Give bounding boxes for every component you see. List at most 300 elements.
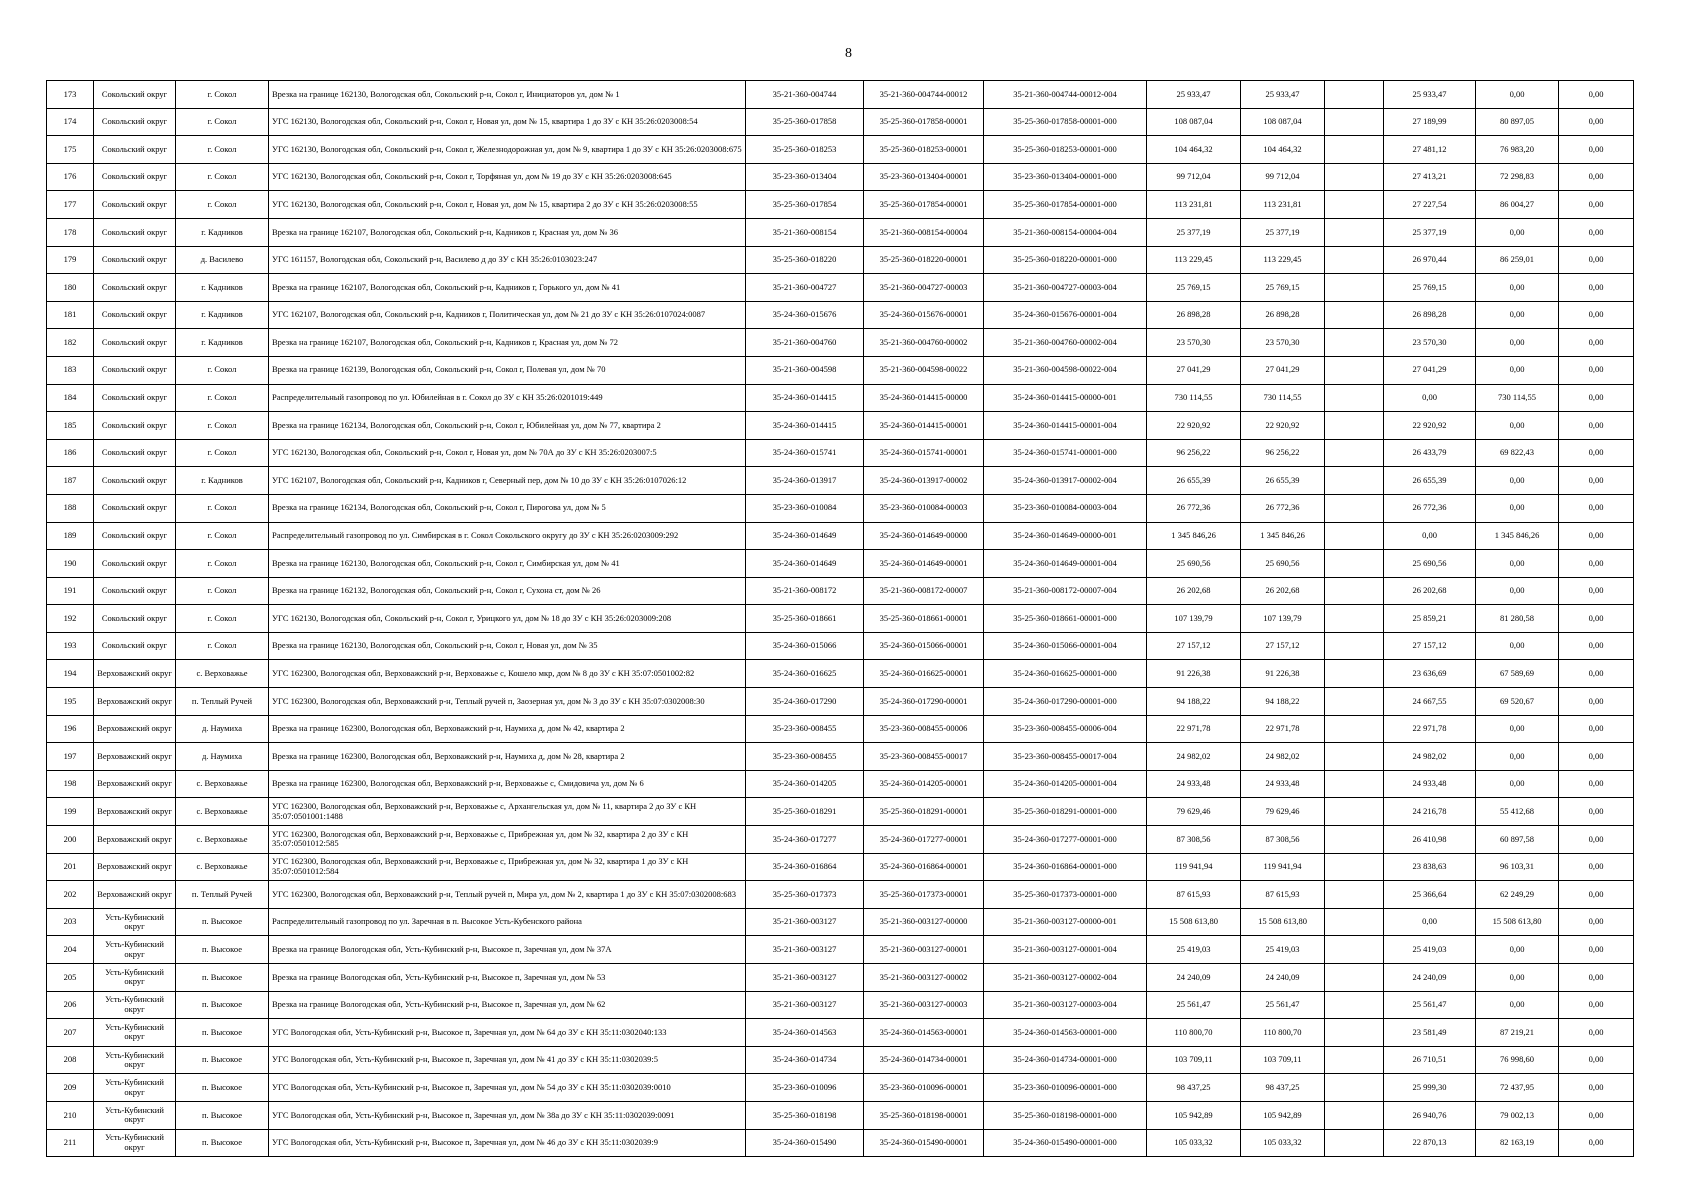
cost-part-2-cell: 0,00 [1476,218,1559,246]
cost-part-3-cell: 0,00 [1559,522,1634,550]
object-full-code-cell: 35-21-360-008154-00004-004 [984,218,1147,246]
object-code-cell: 35-25-360-017373 [746,881,864,909]
cost-part-3-cell: 0,00 [1559,356,1634,384]
cost-part-2-cell: 0,00 [1476,936,1559,964]
row-number-cell: 187 [47,467,94,495]
object-code-cell: 35-24-360-014649 [746,550,864,578]
cost-part-1-cell: 26 772,36 [1384,494,1476,522]
cost-part-2-cell: 0,00 [1476,467,1559,495]
object-subcode-cell: 35-21-360-003127-00000 [864,908,984,936]
cost-part-3-cell: 0,00 [1559,439,1634,467]
cost-total-2-cell: 91 226,38 [1241,660,1325,688]
object-full-code-cell: 35-21-360-003127-00002-004 [984,964,1147,992]
total-cost-cell: 113 231,81 [1147,191,1241,219]
object-code-cell: 35-25-360-018291 [746,798,864,826]
district-cell: Сокольский округ [94,108,176,136]
cost-total-2-cell: 26 898,28 [1241,301,1325,329]
district-cell: Верховажский округ [94,660,176,688]
object-code-cell: 35-23-360-010084 [746,494,864,522]
cost-total-2-cell: 22 920,92 [1241,412,1325,440]
district-cell: Усть-Кубинский округ [94,908,176,936]
table-row [47,136,1634,164]
empty-cell-cell [1325,1074,1384,1102]
settlement-cell: г. Сокол [176,632,269,660]
total-cost-cell: 22 971,78 [1147,715,1241,743]
object-code-cell: 35-24-360-017290 [746,688,864,716]
object-subcode-cell: 35-24-360-014649-00001 [864,550,984,578]
empty-cell-cell [1325,191,1384,219]
table-row [47,770,1634,798]
table-row [47,329,1634,357]
district-cell: Усть-Кубинский округ [94,964,176,992]
row-number-cell: 191 [47,577,94,605]
object-code-cell: 35-24-360-017277 [746,826,864,854]
total-cost-cell: 105 033,32 [1147,1129,1241,1157]
cost-part-3-cell: 0,00 [1559,660,1634,688]
empty-cell-cell [1325,991,1384,1019]
object-code-cell: 35-24-360-015676 [746,301,864,329]
table-row [47,688,1634,716]
total-cost-cell: 25 419,03 [1147,936,1241,964]
object-description-cell: УГС 162300, Вологодская обл, Верховажский р-н, Теплый ручей п, Заозерная ул, дом № 3 до ЗУ с КН 35:07:0302008:30 [269,688,746,716]
cost-total-2-cell: 26 202,68 [1241,577,1325,605]
object-full-code-cell: 35-24-360-014649-00000-001 [984,522,1147,550]
object-subcode-cell: 35-25-360-018220-00001 [864,246,984,274]
object-code-cell: 35-25-360-018198 [746,1101,864,1129]
empty-cell-cell [1325,301,1384,329]
cost-part-2-cell: 0,00 [1476,81,1559,109]
empty-cell-cell [1325,494,1384,522]
object-description-cell: Врезка на границе 162134, Вологодская обл, Сокольский р-н, Сокол г, Пирогова ул, дом № 5 [269,494,746,522]
cost-part-1-cell: 22 870,13 [1384,1129,1476,1157]
table-row [47,632,1634,660]
table-row [47,356,1634,384]
cost-part-3-cell: 0,00 [1559,964,1634,992]
cost-part-1-cell: 27 227,54 [1384,191,1476,219]
object-full-code-cell: 35-25-360-018220-00001-000 [984,246,1147,274]
settlement-cell: с. Верховажье [176,798,269,826]
cost-total-2-cell: 24 240,09 [1241,964,1325,992]
total-cost-cell: 103 709,11 [1147,1046,1241,1074]
cost-part-3-cell: 0,00 [1559,1019,1634,1047]
object-description-cell: Врезка на границе 162107, Вологодская обл, Сокольский р-н, Кадников г, Красная ул, дом № 36 [269,218,746,246]
object-code-cell: 35-21-360-004744 [746,81,864,109]
cost-part-2-cell: 1 345 846,26 [1476,522,1559,550]
cost-total-2-cell: 108 087,04 [1241,108,1325,136]
cost-total-2-cell: 25 769,15 [1241,274,1325,302]
district-cell: Верховажский округ [94,798,176,826]
settlement-cell: п. Высокое [176,1074,269,1102]
cost-part-1-cell: 22 971,78 [1384,715,1476,743]
row-number-cell: 181 [47,301,94,329]
object-full-code-cell: 35-23-360-008455-00006-004 [984,715,1147,743]
settlement-cell: с. Верховажье [176,660,269,688]
cost-part-1-cell: 26 410,98 [1384,826,1476,854]
object-code-cell: 35-23-360-008455 [746,743,864,771]
cost-part-3-cell: 0,00 [1559,81,1634,109]
cost-part-1-cell: 27 041,29 [1384,356,1476,384]
settlement-cell: с. Верховажье [176,826,269,854]
total-cost-cell: 110 800,70 [1147,1019,1241,1047]
cost-part-2-cell: 87 219,21 [1476,1019,1559,1047]
object-description-cell: Врезка на границе 162130, Вологодская обл, Сокольский р-н, Сокол г, Новая ул, дом № 35 [269,632,746,660]
object-description-cell: УГС 162107, Вологодская обл, Сокольский р-н, Кадников г, Северный пер, дом № 10 до ЗУ с КН 35:26:0107026:12 [269,467,746,495]
object-full-code-cell: 35-21-360-004727-00003-004 [984,274,1147,302]
cost-part-3-cell: 0,00 [1559,1101,1634,1129]
cost-part-3-cell: 0,00 [1559,936,1634,964]
total-cost-cell: 1 345 846,26 [1147,522,1241,550]
district-cell: Сокольский округ [94,301,176,329]
table-row [47,826,1634,854]
district-cell: Верховажский округ [94,743,176,771]
empty-cell-cell [1325,218,1384,246]
row-number-cell: 210 [47,1101,94,1129]
object-code-cell: 35-21-360-003127 [746,936,864,964]
object-description-cell: Врезка на границе 162132, Вологодская обл, Сокольский р-н, Сокол г, Сухона ст, дом № 26 [269,577,746,605]
object-full-code-cell: 35-23-360-013404-00001-000 [984,163,1147,191]
object-code-cell: 35-25-360-018253 [746,136,864,164]
cost-part-1-cell: 24 216,78 [1384,798,1476,826]
cost-part-1-cell: 26 940,76 [1384,1101,1476,1129]
cost-part-2-cell: 730 114,55 [1476,384,1559,412]
district-cell: Сокольский округ [94,81,176,109]
cost-part-3-cell: 0,00 [1559,853,1634,881]
district-cell: Сокольский округ [94,467,176,495]
object-full-code-cell: 35-21-360-004760-00002-004 [984,329,1147,357]
cost-total-2-cell: 730 114,55 [1241,384,1325,412]
object-code-cell: 35-24-360-014415 [746,412,864,440]
settlement-cell: г. Сокол [176,605,269,633]
row-number-cell: 207 [47,1019,94,1047]
cost-part-3-cell: 0,00 [1559,1074,1634,1102]
cost-part-3-cell: 0,00 [1559,798,1634,826]
object-full-code-cell: 35-25-360-018661-00001-000 [984,605,1147,633]
object-subcode-cell: 35-25-360-018291-00001 [864,798,984,826]
table-row [47,163,1634,191]
cost-total-2-cell: 22 971,78 [1241,715,1325,743]
district-cell: Сокольский округ [94,439,176,467]
object-code-cell: 35-21-360-003127 [746,991,864,1019]
district-cell: Сокольский округ [94,274,176,302]
cost-part-2-cell: 69 822,43 [1476,439,1559,467]
object-subcode-cell: 35-25-360-017858-00001 [864,108,984,136]
cost-total-2-cell: 119 941,94 [1241,853,1325,881]
object-code-cell: 35-21-360-004760 [746,329,864,357]
object-description-cell: Врезка на границе 162300, Вологодская обл, Верховажский р-н, Наумиха д, дом № 42, квартира 2 [269,715,746,743]
empty-cell-cell [1325,826,1384,854]
district-cell: Верховажский округ [94,715,176,743]
cost-total-2-cell: 24 933,48 [1241,770,1325,798]
district-cell: Усть-Кубинский округ [94,1129,176,1157]
row-number-cell: 200 [47,826,94,854]
total-cost-cell: 23 570,30 [1147,329,1241,357]
cost-total-2-cell: 24 982,02 [1241,743,1325,771]
empty-cell-cell [1325,81,1384,109]
row-number-cell: 211 [47,1129,94,1157]
object-full-code-cell: 35-23-360-008455-00017-004 [984,743,1147,771]
table-row [47,660,1634,688]
cost-part-1-cell: 27 481,12 [1384,136,1476,164]
cost-total-2-cell: 105 942,89 [1241,1101,1325,1129]
cost-part-3-cell: 0,00 [1559,743,1634,771]
cost-part-2-cell: 72 298,83 [1476,163,1559,191]
cost-part-3-cell: 0,00 [1559,715,1634,743]
object-code-cell: 35-24-360-013917 [746,467,864,495]
row-number-cell: 202 [47,881,94,909]
row-number-cell: 178 [47,218,94,246]
settlement-cell: г. Сокол [176,577,269,605]
object-subcode-cell: 35-25-360-018661-00001 [864,605,984,633]
table-row [47,964,1634,992]
district-cell: Сокольский округ [94,384,176,412]
object-description-cell: Врезка на границе 162134, Вологодская обл, Сокольский р-н, Сокол г, Юбилейная ул, дом № 77, квартира 2 [269,412,746,440]
object-full-code-cell: 35-24-360-014205-00001-004 [984,770,1147,798]
cost-part-2-cell: 96 103,31 [1476,853,1559,881]
object-code-cell: 35-21-360-008172 [746,577,864,605]
empty-cell-cell [1325,605,1384,633]
object-subcode-cell: 35-23-360-008455-00006 [864,715,984,743]
district-cell: Усть-Кубинский округ [94,1074,176,1102]
cost-part-1-cell: 27 413,21 [1384,163,1476,191]
settlement-cell: г. Сокол [176,412,269,440]
district-cell: Сокольский округ [94,246,176,274]
cost-part-3-cell: 0,00 [1559,163,1634,191]
object-full-code-cell: 35-25-360-018198-00001-000 [984,1101,1147,1129]
cost-part-1-cell: 24 933,48 [1384,770,1476,798]
object-full-code-cell: 35-25-360-017858-00001-000 [984,108,1147,136]
object-subcode-cell: 35-23-360-010096-00001 [864,1074,984,1102]
cost-part-2-cell: 76 983,20 [1476,136,1559,164]
settlement-cell: г. Сокол [176,108,269,136]
object-subcode-cell: 35-24-360-016864-00001 [864,853,984,881]
cost-total-2-cell: 23 570,30 [1241,329,1325,357]
district-cell: Верховажский округ [94,826,176,854]
cost-part-3-cell: 0,00 [1559,908,1634,936]
cost-part-2-cell: 0,00 [1476,301,1559,329]
object-description-cell: Врезка на границе 162300, Вологодская обл, Верховажский р-н, Верховажье с, Смидовича ул, дом № 6 [269,770,746,798]
object-code-cell: 35-23-360-013404 [746,163,864,191]
cost-part-1-cell: 23 636,69 [1384,660,1476,688]
row-number-cell: 198 [47,770,94,798]
cost-part-3-cell: 0,00 [1559,494,1634,522]
total-cost-cell: 87 615,93 [1147,881,1241,909]
settlement-cell: г. Кадников [176,467,269,495]
row-number-cell: 180 [47,274,94,302]
settlement-cell: п. Высокое [176,1101,269,1129]
object-code-cell: 35-25-360-018661 [746,605,864,633]
table-row [47,550,1634,578]
table-row [47,1101,1634,1129]
cost-part-3-cell: 0,00 [1559,688,1634,716]
settlement-cell: г. Сокол [176,136,269,164]
total-cost-cell: 108 087,04 [1147,108,1241,136]
settlement-cell: п. Высокое [176,991,269,1019]
object-full-code-cell: 35-21-360-003127-00001-004 [984,936,1147,964]
empty-cell-cell [1325,743,1384,771]
total-cost-cell: 27 041,29 [1147,356,1241,384]
settlement-cell: г. Сокол [176,439,269,467]
cost-part-1-cell: 23 581,49 [1384,1019,1476,1047]
settlement-cell: г. Сокол [176,356,269,384]
cost-part-3-cell: 0,00 [1559,770,1634,798]
object-full-code-cell: 35-24-360-015490-00001-000 [984,1129,1147,1157]
settlement-cell: п. Теплый Ручей [176,688,269,716]
district-cell: Усть-Кубинский округ [94,991,176,1019]
cost-total-2-cell: 87 615,93 [1241,881,1325,909]
cost-part-2-cell: 55 412,68 [1476,798,1559,826]
table-row [47,384,1634,412]
cost-total-2-cell: 25 377,19 [1241,218,1325,246]
object-description-cell: Врезка на границе 162107, Вологодская обл, Сокольский р-н, Кадников г, Красная ул, дом № 72 [269,329,746,357]
settlement-cell: г. Сокол [176,494,269,522]
settlement-cell: п. Высокое [176,1019,269,1047]
total-cost-cell: 730 114,55 [1147,384,1241,412]
cost-part-1-cell: 24 240,09 [1384,964,1476,992]
table-row [47,853,1634,881]
row-number-cell: 203 [47,908,94,936]
cost-total-2-cell: 103 709,11 [1241,1046,1325,1074]
settlement-cell: п. Высокое [176,1129,269,1157]
total-cost-cell: 25 377,19 [1147,218,1241,246]
object-description-cell: УГС Вологодская обл, Усть-Кубинский р-н, Высокое п, Заречная ул, дом № 41 до ЗУ с КН 35:11:0302039:5 [269,1046,746,1074]
cost-part-3-cell: 0,00 [1559,218,1634,246]
registry-table [46,80,1634,1157]
object-full-code-cell: 35-24-360-013917-00002-004 [984,467,1147,495]
cost-part-2-cell: 82 163,19 [1476,1129,1559,1157]
object-subcode-cell: 35-24-360-014734-00001 [864,1046,984,1074]
settlement-cell: г. Сокол [176,191,269,219]
row-number-cell: 192 [47,605,94,633]
object-description-cell: Распределительный газопровод по ул. Заречная в п. Высокое Усть-Кубенского района [269,908,746,936]
object-subcode-cell: 35-21-360-003127-00001 [864,936,984,964]
cost-total-2-cell: 113 231,81 [1241,191,1325,219]
cost-part-3-cell: 0,00 [1559,136,1634,164]
object-description-cell: УГС 162130, Вологодская обл, Сокольский р-н, Сокол г, Урицкого ул, дом № 18 до ЗУ с КН 35:26:0203009:208 [269,605,746,633]
object-subcode-cell: 35-21-360-008172-00007 [864,577,984,605]
object-description-cell: Врезка на границе 162130, Вологодская обл, Сокольский р-н, Сокол г, Симбирская ул, дом № 41 [269,550,746,578]
cost-part-1-cell: 22 920,92 [1384,412,1476,440]
district-cell: Усть-Кубинский округ [94,1101,176,1129]
empty-cell-cell [1325,136,1384,164]
total-cost-cell: 24 933,48 [1147,770,1241,798]
total-cost-cell: 94 188,22 [1147,688,1241,716]
object-description-cell: УГС 162107, Вологодская обл, Сокольский р-н, Кадников г, Политическая ул, дом № 21 до ЗУ с КН 35:26:0107024:0087 [269,301,746,329]
empty-cell-cell [1325,936,1384,964]
empty-cell-cell [1325,1046,1384,1074]
settlement-cell: г. Кадников [176,301,269,329]
row-number-cell: 175 [47,136,94,164]
district-cell: Сокольский округ [94,329,176,357]
cost-part-2-cell: 86 004,27 [1476,191,1559,219]
cost-part-2-cell: 67 589,69 [1476,660,1559,688]
cost-part-1-cell: 26 655,39 [1384,467,1476,495]
cost-part-3-cell: 0,00 [1559,1046,1634,1074]
district-cell: Сокольский округ [94,632,176,660]
cost-total-2-cell: 113 229,45 [1241,246,1325,274]
empty-cell-cell [1325,632,1384,660]
settlement-cell: д. Наумиха [176,743,269,771]
object-code-cell: 35-21-360-008154 [746,218,864,246]
object-description-cell: УГС 161157, Вологодская обл, Сокольский р-н, Василево д до ЗУ с КН 35:26:0103023:247 [269,246,746,274]
empty-cell-cell [1325,550,1384,578]
object-full-code-cell: 35-24-360-016864-00001-000 [984,853,1147,881]
object-description-cell: УГС Вологодская обл, Усть-Кубинский р-н, Высокое п, Заречная ул, дом № 54 до ЗУ с КН 35:11:0302039:0010 [269,1074,746,1102]
row-number-cell: 174 [47,108,94,136]
table-row [47,191,1634,219]
object-subcode-cell: 35-25-360-018253-00001 [864,136,984,164]
table-row [47,908,1634,936]
table-row [47,1074,1634,1102]
cost-part-2-cell: 0,00 [1476,329,1559,357]
cost-part-3-cell: 0,00 [1559,1129,1634,1157]
cost-part-3-cell: 0,00 [1559,246,1634,274]
object-full-code-cell: 35-24-360-016625-00001-000 [984,660,1147,688]
settlement-cell: п. Высокое [176,964,269,992]
object-code-cell: 35-24-360-016864 [746,853,864,881]
total-cost-cell: 26 655,39 [1147,467,1241,495]
total-cost-cell: 25 690,56 [1147,550,1241,578]
object-description-cell: УГС 162300, Вологодская обл, Верховажский р-н, Теплый ручей п, Мира ул, дом № 2, квартира 1 до ЗУ с КН 35:07:0302008:683 [269,881,746,909]
total-cost-cell: 91 226,38 [1147,660,1241,688]
cost-part-3-cell: 0,00 [1559,550,1634,578]
empty-cell-cell [1325,412,1384,440]
district-cell: Верховажский округ [94,881,176,909]
settlement-cell: п. Теплый Ручей [176,881,269,909]
total-cost-cell: 26 202,68 [1147,577,1241,605]
cost-part-2-cell: 80 897,05 [1476,108,1559,136]
cost-part-3-cell: 0,00 [1559,467,1634,495]
table-row [47,1129,1634,1157]
cost-part-3-cell: 0,00 [1559,577,1634,605]
object-code-cell: 35-25-360-018220 [746,246,864,274]
table-row [47,412,1634,440]
cost-part-2-cell: 0,00 [1476,494,1559,522]
cost-total-2-cell: 96 256,22 [1241,439,1325,467]
settlement-cell: г. Кадников [176,218,269,246]
cost-part-1-cell: 26 710,51 [1384,1046,1476,1074]
object-code-cell: 35-23-360-008455 [746,715,864,743]
cost-part-1-cell: 25 999,30 [1384,1074,1476,1102]
district-cell: Сокольский округ [94,136,176,164]
row-number-cell: 201 [47,853,94,881]
cost-part-2-cell: 62 249,29 [1476,881,1559,909]
object-subcode-cell: 35-23-360-013404-00001 [864,163,984,191]
object-description-cell: УГС 162300, Вологодская обл, Верховажский р-н, Верховажье с, Кошело мкр, дом № 8 до ЗУ с КН 35:07:0501002:82 [269,660,746,688]
settlement-cell: г. Сокол [176,81,269,109]
object-description-cell: Врезка на границе 162130, Вологодская обл, Сокольский р-н, Сокол г, Инициаторов ул, дом № 1 [269,81,746,109]
empty-cell-cell [1325,1129,1384,1157]
object-description-cell: Врезка на границе 162300, Вологодская обл, Верховажский р-н, Наумиха д, дом № 28, квартира 2 [269,743,746,771]
total-cost-cell: 25 561,47 [1147,991,1241,1019]
total-cost-cell: 99 712,04 [1147,163,1241,191]
empty-cell-cell [1325,108,1384,136]
table-row [47,108,1634,136]
cost-part-1-cell: 0,00 [1384,908,1476,936]
cost-part-2-cell: 0,00 [1476,964,1559,992]
object-code-cell: 35-24-360-014205 [746,770,864,798]
district-cell: Верховажский округ [94,770,176,798]
cost-part-3-cell: 0,00 [1559,412,1634,440]
cost-part-2-cell: 0,00 [1476,550,1559,578]
cost-part-2-cell: 0,00 [1476,743,1559,771]
object-description-cell: УГС Вологодская обл, Усть-Кубинский р-н, Высокое п, Заречная ул, дом № 38а до ЗУ с КН 35:11:0302039:0091 [269,1101,746,1129]
object-full-code-cell: 35-25-360-018291-00001-000 [984,798,1147,826]
object-subcode-cell: 35-25-360-017854-00001 [864,191,984,219]
cost-part-2-cell: 0,00 [1476,274,1559,302]
object-description-cell: УГС 162300, Вологодская обл, Верховажский р-н, Верховажье с, Прибрежная ул, дом № 32, квартира 1 до ЗУ с КН 35:07:0501012:584 [269,853,746,881]
object-description-cell: Распределительный газопровод по ул. Симбирская в г. Сокол Сокольского округу до ЗУ с КН 35:26:0203009:292 [269,522,746,550]
cost-part-2-cell: 0,00 [1476,632,1559,660]
